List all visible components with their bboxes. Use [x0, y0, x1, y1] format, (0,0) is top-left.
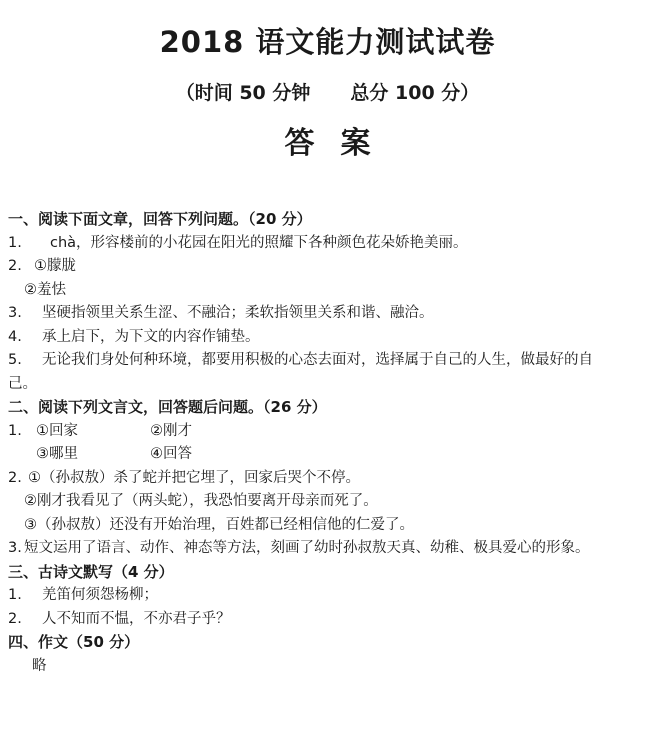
s2-q2-c: ③（孙叔敖）还没有开始治理，百姓都已经相信他的仁爱了。	[24, 516, 414, 533]
section-2-heading: 二、阅读下列文言文，回答题后问题。（26 分）	[8, 398, 327, 416]
s1-q2: 2. ①朦胧	[8, 258, 76, 274]
s4-answer: 略	[32, 657, 47, 674]
s2-q2-b: ②刚才我看见了（两头蛇），我恐怕要离开母亲而死了。	[24, 493, 378, 509]
exam-time: （时间 50 分钟	[175, 82, 311, 104]
s1-q4: 4. 承上启下，为下文的内容作铺垫。	[8, 328, 260, 345]
s2-q1: 1. ①回家 ②刚才	[8, 422, 192, 439]
s1-q3: 3. 坚硬指领里关系生涩、不融洽；柔软指领里关系和谐、融洽。	[8, 305, 434, 321]
section-4-heading: 四、作文（50 分）	[8, 633, 140, 651]
exam-info	[0, 78, 655, 105]
s1-q5: 5. 无论我们身处何种环境，都要用积极的心态去面对，选择属于自己的人生，做最好的自	[8, 352, 593, 368]
answer-heading: 答案	[284, 126, 397, 161]
exam-total-score: 总分 100 分）	[350, 82, 480, 104]
section-3-heading: 三、古诗文默写（4 分）	[8, 562, 174, 581]
s3-q1: 1. 羌笛何须怨杨柳；	[8, 587, 158, 603]
s1-q2-b: ②羞怯	[24, 281, 66, 298]
s2-q2: 2. ①（孙叔敖）杀了蛇并把它埋了，回家后哭个不停。	[8, 469, 360, 486]
section-1-heading: 一、阅读下面文章，回答下列问题。（20 分）	[8, 210, 312, 228]
answer-content	[8, 208, 652, 678]
s1-q5-cont: 己。	[8, 375, 37, 392]
s2-q1-row2: ③哪里 ④回答	[36, 446, 192, 462]
page-title: 2018 语文能力测试试卷	[159, 25, 496, 59]
s2-q3: 3. 短文运用了语言、动作、神态等方法，刻画了幼时孙叔敖天真、幼稚、极具爱心的形象。	[8, 540, 590, 556]
s3-q2: 2. 人不知而不愠，不亦君子乎？	[8, 610, 231, 627]
s1-q1: 1. chà，形容楼前的小花园在阳光的照耀下各种颜色花朵娇艳美丽。	[8, 234, 468, 251]
